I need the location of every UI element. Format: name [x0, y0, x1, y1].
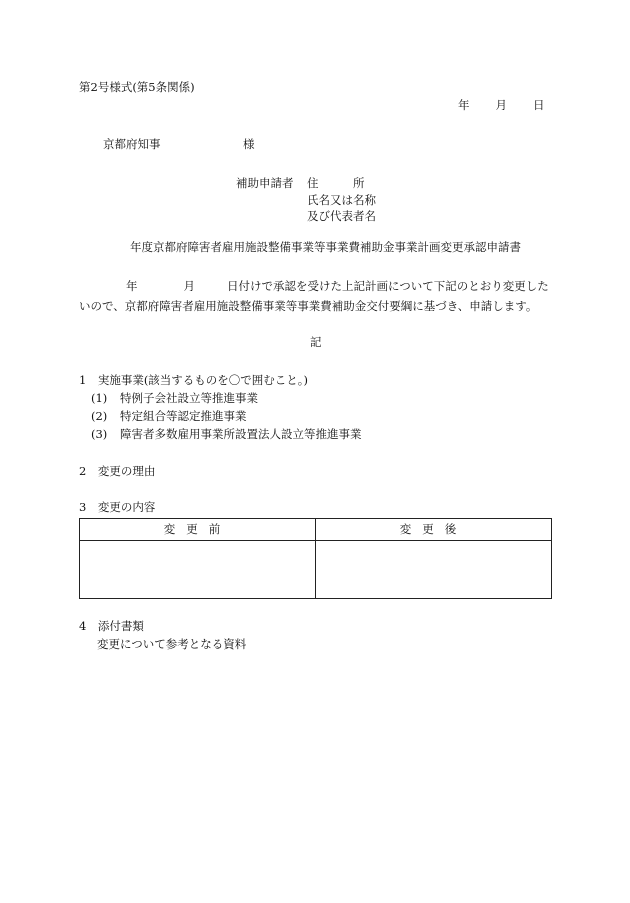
- before-change-header: 変更前: [80, 519, 316, 541]
- section-1-item: [91, 411, 247, 423]
- body-line-1-rest: 日付けで承認を受けた上記計画について下記のとおり変更した: [227, 279, 549, 293]
- applicant-name-label: 氏名又は名称: [307, 193, 376, 207]
- body-year: 年: [126, 279, 138, 293]
- item-number: (2): [91, 409, 108, 423]
- item-label: 特例子会社設立等推進事業: [120, 391, 258, 405]
- applicant-label: 補助申請者: [236, 176, 294, 190]
- body-month: 月: [183, 279, 195, 293]
- after-change-cell[interactable]: [316, 541, 552, 599]
- item-label: 障害者多数雇用事業所設置法人設立等推進事業: [120, 427, 362, 441]
- table-header-row: [80, 519, 552, 541]
- addressee-honorific: 様: [243, 137, 255, 151]
- item-number: (1): [91, 391, 108, 405]
- body-line-1: [126, 281, 549, 293]
- before-change-cell[interactable]: [80, 541, 316, 599]
- date-month: 月: [495, 98, 507, 112]
- document-title: 年度京都府障害者雇用施設整備事業等事業費補助金事業計画変更承認申請書: [130, 240, 521, 254]
- section-4-body: 変更について参考となる資料: [97, 637, 247, 651]
- section-1-title: 1 実施事業(該当するものを〇で囲むこと。): [79, 373, 309, 387]
- date-line: [458, 100, 545, 112]
- form-number: 第2号様式(第5条関係): [79, 80, 195, 94]
- section-1-item: [91, 429, 362, 441]
- after-change-header: 変更後: [316, 519, 552, 541]
- section-4-title: 4 添付書類: [79, 619, 144, 633]
- change-content-table: [79, 518, 552, 599]
- addressee-name: 京都府知事: [103, 137, 161, 151]
- item-label: 特定組合等認定推進事業: [120, 409, 247, 423]
- section-2-title: 2 変更の理由: [79, 464, 156, 478]
- item-number: (3): [91, 427, 108, 441]
- table-row: [80, 541, 552, 599]
- section-1-item: [91, 393, 258, 405]
- body-line-2: いので、京都府障害者雇用施設整備事業等事業費補助金交付要綱に基づき、申請します。: [79, 299, 538, 313]
- date-year: 年: [458, 98, 470, 112]
- date-day: 日: [533, 98, 545, 112]
- applicant-address-label: 住 所: [307, 176, 365, 190]
- ki-heading: 記: [310, 335, 322, 349]
- applicant-representative-label: 及び代表者名: [307, 209, 376, 223]
- section-3-title: 3 変更の内容: [79, 500, 156, 514]
